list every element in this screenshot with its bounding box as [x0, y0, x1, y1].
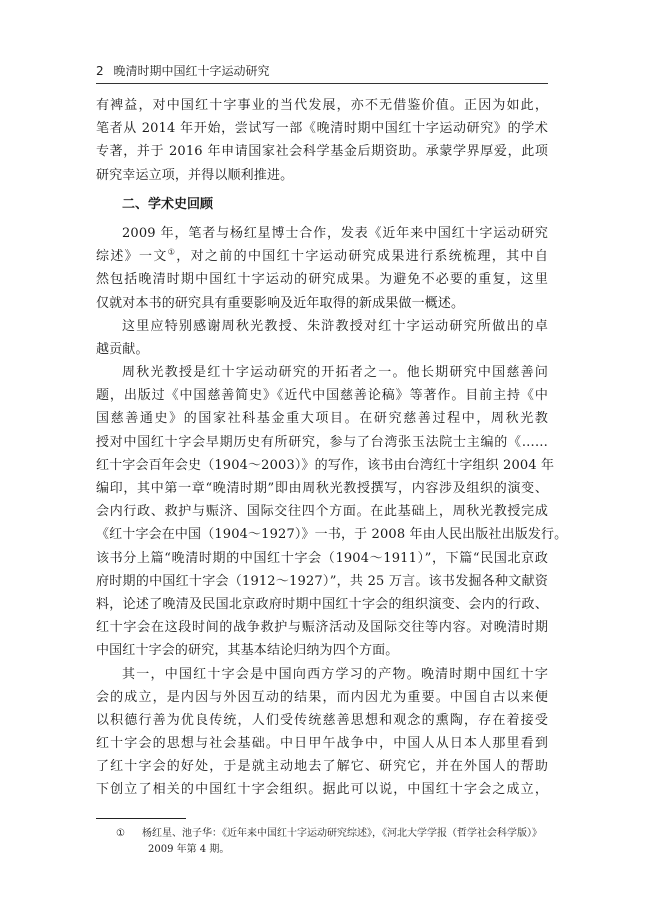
text-line: 然包括晚清时期中国红十字运动的研究成果。为避免不必要的重复，这里: [96, 272, 548, 288]
text-line: 越贡献。: [96, 341, 149, 357]
text-line-with-footnote-ref: [96, 245, 548, 268]
running-header: [96, 62, 548, 84]
text-line: 专著，并于 2016 年申请国家社会科学基金后期资助。承蒙学界厚爱，此项: [96, 144, 548, 160]
text-line: 红十字会在这段时间的战争救护与赈济活动及国际交往等内容。对晚清时期: [96, 620, 548, 636]
text-line: 仅就对本书的研究具有重要影响及近年取得的新成果做一概述。: [96, 295, 465, 311]
text-line: 以积德行善为优良传统，人们受传统慈善思想和观念的熏陶，存在着接受: [96, 712, 548, 728]
page-body: [96, 94, 568, 802]
footnote-text: 杨红星、池子华：《近年来中国红十字运动研究综述》，《河北大学学报（哲学社会科学版）》: [142, 828, 542, 839]
text-line: 2009 年，笔者与杨红星博士合作，发表《近年来中国红十字运动研究: [122, 225, 548, 241]
text-line: 红十字会的思想与社会基础。中日甲午战争中，中国人从日本人那里看到: [96, 736, 548, 752]
text-line: 料，论述了晚清及民国北京政府时期中国红十字会的组织演变、会内的行政、: [96, 596, 548, 612]
text-line: 下创立了相关的中国红十字会组织。据此可以说，中国红十字会之成立，: [96, 782, 548, 798]
page-number: 2: [96, 64, 104, 78]
section-heading: 二、学术史回顾: [122, 196, 214, 212]
text-line: 周秋光教授是红十字运动研究的开拓者之一。他长期研究中国慈善问: [122, 365, 548, 381]
running-title: 晚清时期中国红十字运动研究: [113, 64, 270, 78]
line-part: 综述》一文①，对之前的中国红十字运动研究成果进行系统梳理，其中自: [96, 247, 548, 265]
text-line: 会的成立，是内因与外因互动的结果，而内因尤为重要。中国自古以来便: [96, 689, 548, 705]
text-line: 了红十字会的好处，于是就主动地去了解它、研究它，并在外国人的帮助: [96, 759, 548, 775]
text-line: 该书分上篇“晚清时期的中国红十字会（1904～1911）”，下篇“民国北京政: [96, 550, 548, 566]
text-line: 《红十字会在中国（1904～1927）》一书，于 2008 年由人民出版社出版发行。: [96, 527, 568, 543]
text-line: 会内行政、救护与赈济、国际交往四个方面。在此基础上，周秋光教授完成: [96, 504, 548, 520]
text-line: 这里应特别感谢周秋光教授、朱浒教授对红十字运动研究所做出的卓: [122, 318, 548, 334]
footnote-line: [96, 826, 548, 842]
footnote-rule: [96, 818, 186, 819]
text-line: 编印，其中第一章“晚清时期”即由周秋光教授撰写，内容涉及组织的演变、: [96, 481, 548, 496]
footnote-line: 2009 年第 4 期。: [148, 844, 230, 855]
text-line: 研究幸运立项，并得以顺利推进。: [96, 167, 294, 183]
footnote-reference[interactable]: ①: [167, 247, 177, 257]
footnote: [96, 826, 548, 858]
text-line: 有裨益，对中国红十字事业的当代发展，亦不无借鉴价值。正因为如此，: [96, 98, 548, 113]
text-line: 府时期的中国红十字会（1912～1927）”，共 25 万言。该书发掘各种文献资: [96, 573, 548, 589]
text-line: 题，出版过《中国慈善简史》《近代中国慈善论稿》等著作。目前主持《中: [96, 388, 548, 404]
footnote-marker: ①: [116, 828, 125, 839]
text-line: 红十字会百年会史（1904～2003）》的写作，该书由台湾红十字组织 2004 年: [96, 457, 555, 473]
text-line: 笔者从 2014 年开始，尝试写一部《晚清时期中国红十字运动研究》的学术: [96, 121, 548, 137]
text-line: 国慈善通史》的国家社科基金重大项目。在研究慈善过程中，周秋光教: [96, 411, 548, 427]
text-line: 中国红十字会的研究，其基本结论归纳为四个方面。: [96, 643, 399, 659]
text-line: 授对中国红十字会早期历史有所研究，参与了台湾张玉法院士主编的《……: [96, 434, 548, 450]
text-line: 其一，中国红十字会是中国向西方学习的产物。晚清时期中国红十字: [122, 666, 548, 682]
